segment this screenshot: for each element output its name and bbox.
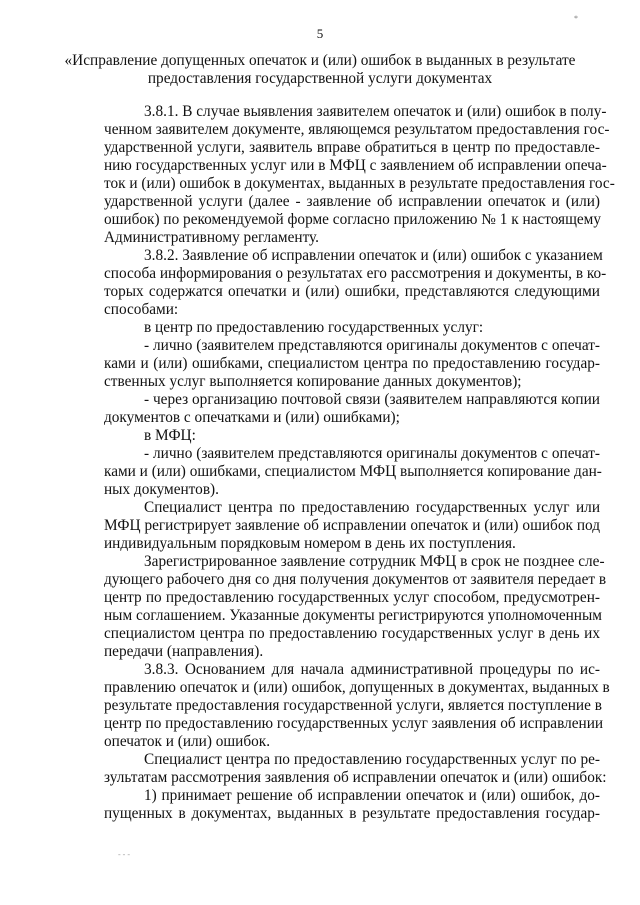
text-line: специалистом центра по предоставлению государственных услуг в день их	[104, 625, 600, 642]
text-line: - лично (заявителем представляются оригиналы документов с опечат-	[144, 445, 600, 462]
text-line: Специалист центра по предоставлению государственных услуг по ре-	[144, 751, 600, 768]
text-line: пущенных в документах, выданных в результате предоставления государ-	[104, 805, 600, 822]
text-line: в центр по предоставлению государственных услуг:	[144, 319, 484, 336]
text-line: - через организацию почтовой связи (заявителем направляются копии	[144, 391, 600, 408]
scan-mark-bottom: - - -	[118, 850, 130, 859]
text-line: центр по предоставлению государственных услуг заявления об исправлении	[104, 715, 604, 732]
text-line: дующего рабочего дня со дня получения документов от заявителя передает в	[104, 571, 607, 588]
text-line: нию государственных услуг или в МФЦ с заявлением об исправлении опеча-	[104, 157, 607, 174]
text-line: ошибок) по рекомендуемой форме согласно приложению № 1 к настоящему	[104, 211, 601, 228]
text-line: результате предоставления государственной услуги, является поступление в	[104, 697, 602, 714]
text-line: ных документов).	[104, 481, 219, 498]
text-line: МФЦ регистрирует заявление об исправлении опечаток и (или) ошибок под	[104, 517, 600, 534]
text-line: ным соглашением. Указанные документы регистрируются уполномоченным	[104, 607, 602, 624]
text-line: опечаток и (или) ошибок.	[104, 733, 271, 750]
section-title-line-1: «Исправление допущенных опечаток и (или) ошибок в выданных в результате	[64, 52, 576, 69]
text-line: индивидуальным порядковым номером в день их поступления.	[104, 535, 516, 552]
text-line: передачи (направления).	[104, 643, 264, 660]
text-line: торых содержатся опечатки и (или) ошибки, представляются следующими	[104, 283, 600, 300]
text-line: ударственной услуги (далее - заявление об исправлении опечаток и (или)	[104, 193, 600, 210]
text-line: 3.8.1. В случае выявления заявителем опечаток и (или) ошибок в полу-	[144, 103, 607, 120]
text-line: документов с опечатками и (или) ошибками);	[104, 409, 400, 426]
text-line: ками и (или) ошибками, специалистом МФЦ выполняется копирование дан-	[104, 463, 602, 480]
text-line: способами:	[104, 301, 179, 318]
text-line: центр по предоставлению государственных услуг способом, предусмотрен-	[104, 589, 600, 606]
text-line: 3.8.3. Основанием для начала административной процедуры по ис-	[144, 661, 600, 678]
page-number: 5	[316, 26, 324, 41]
text-line: ственных услуг выполняется копирование данных документов);	[104, 373, 522, 390]
scan-mark-top: *	[574, 14, 578, 23]
text-line: Зарегистрированное заявление сотрудник МФЦ в срок не позднее сле-	[144, 553, 605, 570]
text-line: 1) принимает решение об исправлении опечаток и (или) ошибок, до-	[144, 787, 600, 804]
text-line: Административному регламенту.	[104, 229, 319, 246]
text-line: правлению опечаток и (или) ошибок, допущенных в документах, выданных в	[104, 679, 610, 696]
text-line: - лично (заявителем представляются оригиналы документов с опечат-	[144, 337, 600, 354]
text-line: 3.8.2. Заявление об исправлении опечаток и (или) ошибок с указанием	[144, 247, 603, 264]
text-line: Специалист центра по предоставлению государственных услуг или	[144, 499, 600, 516]
text-line: способа информирования о результатах его рассмотрения и документы, в ко-	[104, 265, 607, 282]
text-line: ударственной услуги, заявитель вправе обратиться в центр по предоставле-	[104, 139, 600, 156]
text-line: зультатам рассмотрения заявления об исправлении опечаток и (или) ошибок:	[104, 769, 607, 786]
text-line: ток и (или) ошибок в документах, выданных в результате предоставления гос-	[104, 175, 615, 192]
section-title-line-2: предоставления государственной услуги документах	[147, 70, 493, 87]
text-line: ками и (или) ошибками, специалистом центра по предоставлению государ-	[104, 355, 600, 372]
text-line: ченном заявителем документе, являющемся результатом предоставления гос-	[104, 121, 610, 138]
text-line: в МФЦ:	[144, 427, 196, 444]
